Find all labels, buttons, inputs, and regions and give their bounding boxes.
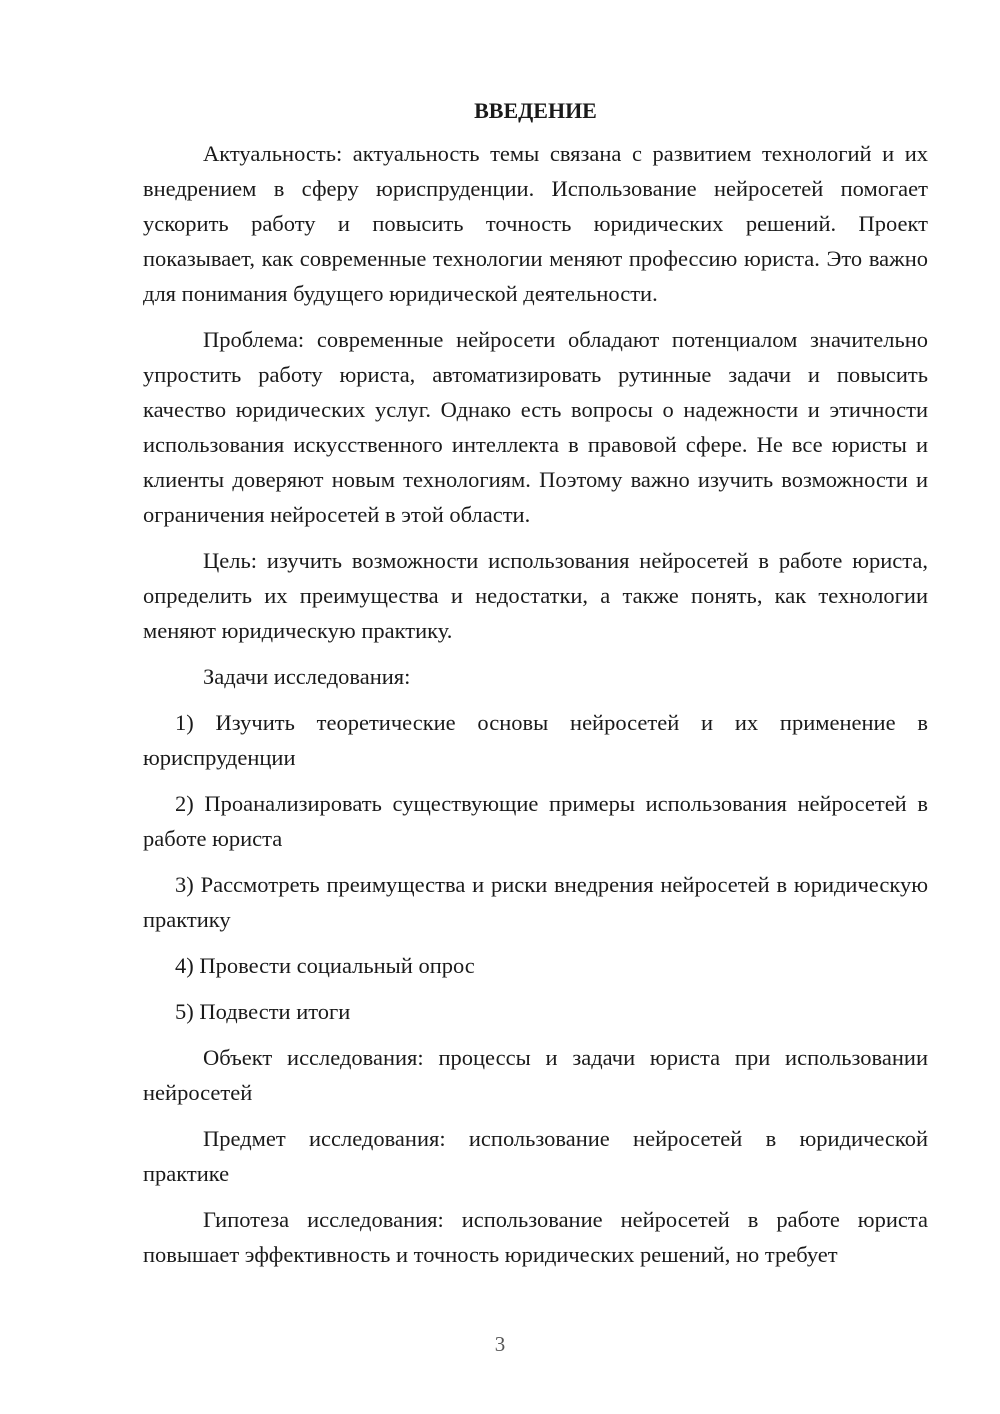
paragraph-hypothesis: Гипотеза исследования: использование нейросетей в работе юриста повышает эффективность и точность юридических решений, но требует [143,1207,928,1267]
task-item-5: 5) Подвести итоги [175,999,351,1024]
task-item-4: 4) Провести социальный опрос [175,953,475,978]
paragraph-tasks-heading: Задачи исследования: [203,664,411,689]
paragraph-object: Объект исследования: процессы и задачи юриста при использовании нейросетей [143,1045,928,1105]
page-number: 3 [494,1332,506,1356]
task-item-1: 1) Изучить теоретические основы нейросетей и их применение в юриспруденции [143,710,928,770]
task-item-3: 3) Рассмотреть преимущества и риски внедрения нейросетей в юридическую практику [143,872,928,932]
section-title: ВВЕДЕНИЕ [474,98,597,123]
task-item-2: 2) Проанализировать существующие примеры использования нейросетей в работе юриста [143,791,928,851]
document-page [143,96,928,1283]
paragraph-goal: Цель: изучить возможности использования нейросетей в работе юриста, определить их преимущества и недостатки, а также понять, как технологии меняют юридическую практику. [143,548,928,643]
paragraph-problem: Проблема: современные нейросети обладают потенциалом значительно упростить работу юриста, автоматизировать рутинные задачи и повысить качество юридических услуг. Однако есть вопросы о надежности и этичности использования искусственного интеллекта в правовой сфере. Не все юристы и клиенты доверяют новым технологиям. Поэтому важно изучить возможности и ограничения нейросетей в этой области. [143,327,928,527]
paragraph-subject: Предмет исследования: использование нейросетей в юридической практике [143,1126,928,1186]
paragraph-relevance: Актуальность: актуальность темы связана с развитием технологий и их внедрением в сферу юриспруденции. Использование нейросетей помогает ускорить работу и повысить точность юридических решений. Проект показывает, как современные технологии меняют профессию юриста. Это важно для понимания будущего юридической деятельности. [143,141,928,306]
